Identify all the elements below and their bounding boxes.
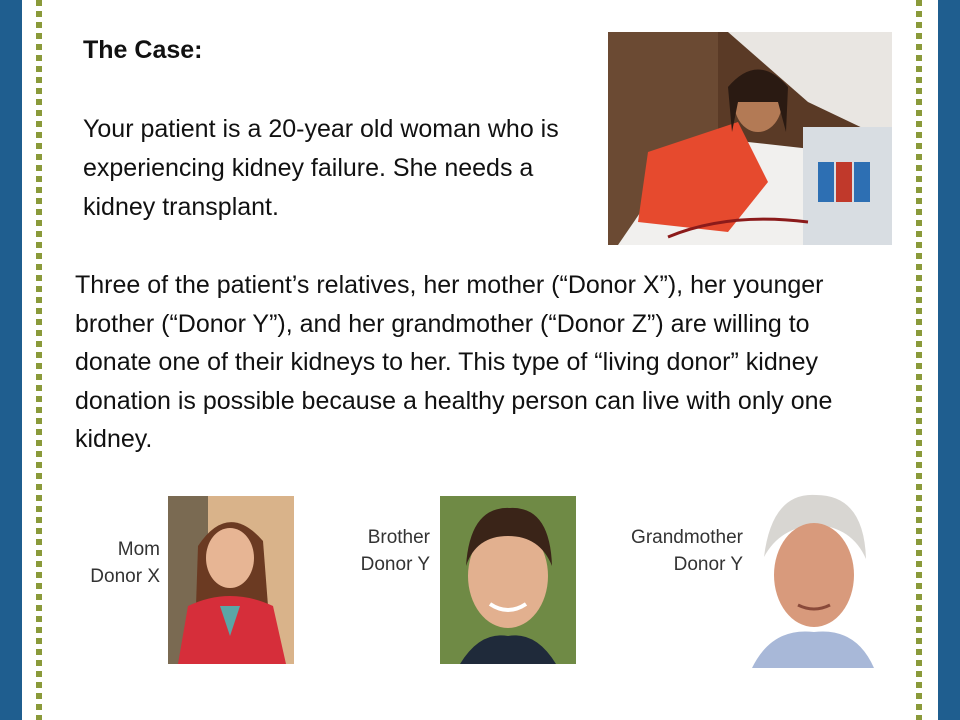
grandmother-donor-label xyxy=(631,524,743,578)
brother-designation: Donor Y xyxy=(360,554,430,575)
grandmother-photo xyxy=(752,487,874,668)
case-intro-text: Your patient is a 20-year old woman who is experiencing kidney failure. She needs a kidney transplant. xyxy=(83,115,559,221)
mom-photo xyxy=(168,496,294,664)
mom-donor-label xyxy=(90,536,160,590)
brother-donor-label xyxy=(361,524,430,578)
brother-relation: Brother xyxy=(367,527,430,548)
mom-designation: Donor X xyxy=(90,566,160,587)
mom-relation: Mom xyxy=(117,539,160,560)
slide-title: The Case: xyxy=(83,36,203,64)
brother-photo xyxy=(440,496,576,664)
grandmother-designation: Donor Y xyxy=(673,554,743,575)
grandmother-relation: Grandmother xyxy=(631,527,743,548)
case-story-text: Three of the patient’s relatives, her mother (“Donor X”), her younger brother (“Donor Y”), and her grandmother (“Donor Z”) are willing to donate one of their kidneys to her. This type of “living donor” kidney donation is possible because a healthy person can live with only one kidney. xyxy=(75,271,833,453)
patient-hospital-photo xyxy=(608,32,892,245)
